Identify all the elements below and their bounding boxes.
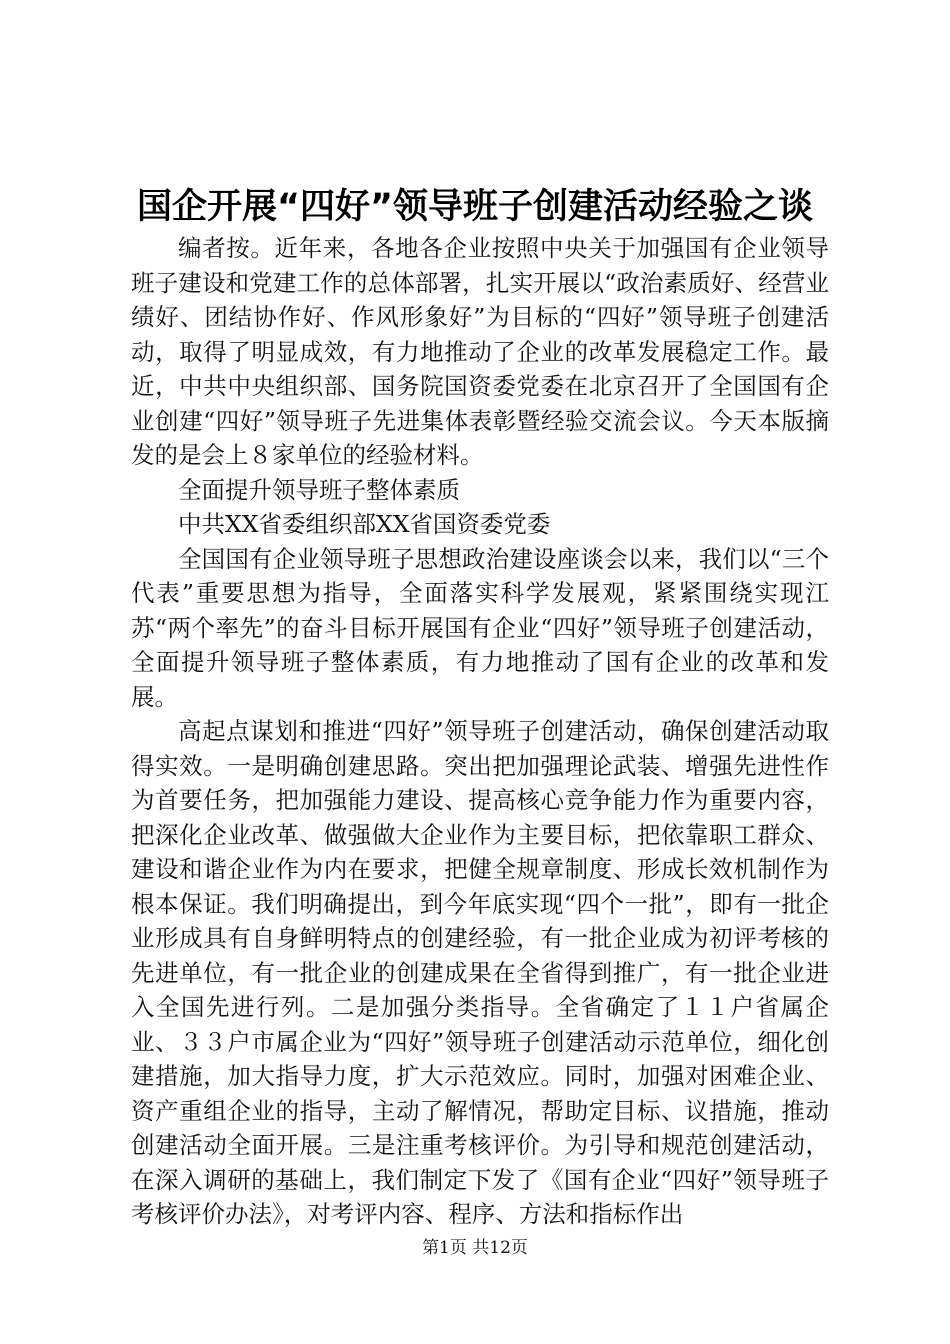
editor-note-paragraph: 编者按。近年来，各地各企业按照中央关于加强国有企业领导班子建设和党建工作的总体部署，扎实开展以“政治素质好、经营业绩好、团结协作好、作风形象好”为目标的“四好”领导班子创建活动，取得了明显成效，有力地推动了企业的改革发展稳定工作。最近，中共中央组织部、国务院国资委党委在北京召开了全国国有企业创建“四好”领导班子先进集体表彰暨经验交流会议。今天本版摘发的是会上８家单位的经验材料。 [131,234,829,469]
section-heading: 全面提升领导班子整体素质 [178,475,460,504]
page-number: 第1页 [422,1238,467,1258]
document-body [131,231,829,1232]
body-paragraph: 全国国有企业领导班子思想政治建设座谈会以来，我们以“三个代表”重要思想为指导，全面落实科学发展观，紧紧围绕实现江苏“两个率先”的奋斗目标开展国有企业“四好”领导班子创建活动，全面提升领导班子整体素质，有力地推动了国有企业的改革和发展。 [131,544,829,711]
section-author: 中共XX省委组织部XX省国资委党委 [178,510,551,538]
page-footer [0,1236,950,1260]
document-title: 国企开展“四好”领导班子创建活动经验之谈 [136,187,813,227]
body-paragraph: 高起点谋划和推进“四好”领导班子创建活动，确保创建活动取得实效。一是明确创建思路。突出把加强理论武装、增强先进性作为首要任务，把加强能力建设、提高核心竞争能力作为重要内容，把深化企业改革、做强做大企业作为主要目标，把依靠职工群众、建设和谐企业作为内在要求，把健全规章制度、形成长效机制作为根本保证。我们明确提出，到今年底实现“四个一批”，即有一批企业形成具有自身鲜明特点的创建经验，有一批企业成为初评考核的先进单位，有一批企业的创建成果在全省得到推广，有一批企业进入全国先进行列。二是加强分类指导。全省确定了１１户省属企业、３３户市属企业为“四好”领导班子创建活动示范单位，细化创建措施，加大指导力度，扩大示范效应。同时，加强对困难企业、资产重组企业的指导，主动了解情况，帮助定目标、议措施，推动创建活动全面开展。三是注重考核评价。为引导和规范创建活动，在深入调研的基础上，我们制定下发了《国有企业“四好”领导班子考核评价办法》，对考评内容、程序、方法和指标作出 [131,717,829,1228]
page-total: 共12页 [472,1238,528,1258]
